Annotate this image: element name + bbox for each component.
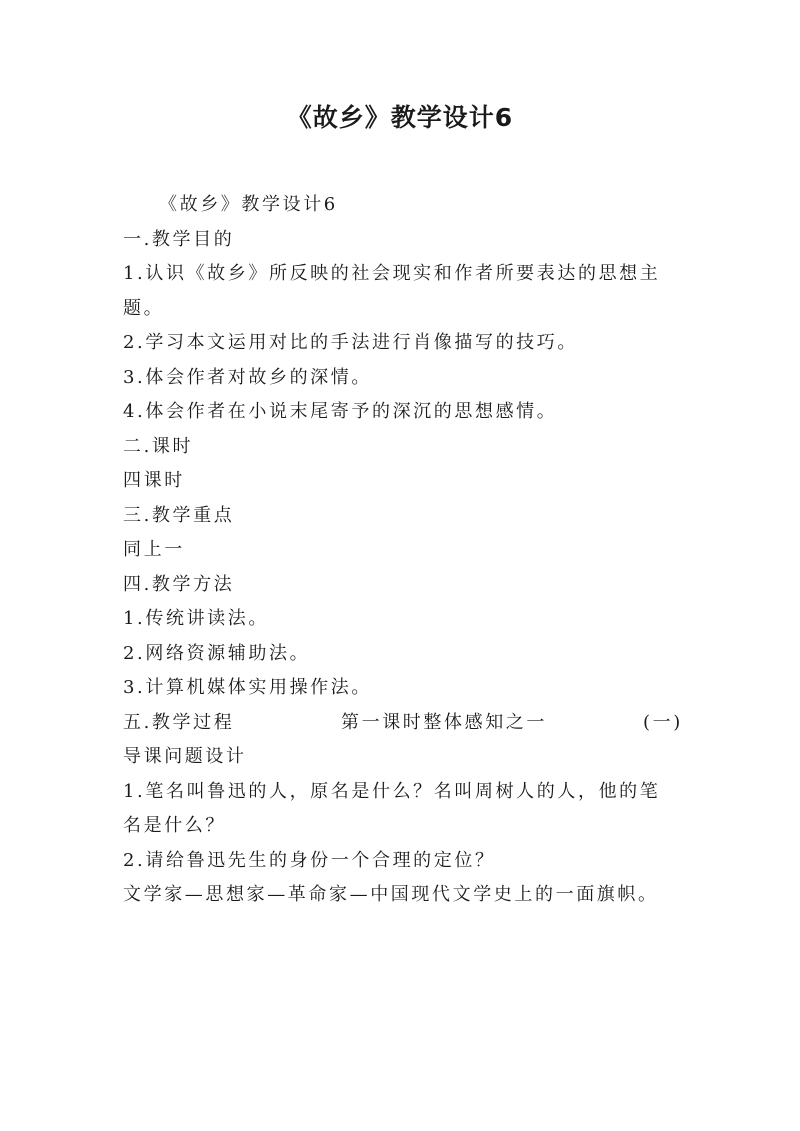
objective-item-3: 3.体会作者对故乡的深情。 (123, 366, 372, 388)
objective-item-1-continued: 题。 (123, 297, 165, 319)
key-points-value: 同上一 (123, 539, 185, 560)
method-item-2: 2.网络资源辅助法。 (123, 642, 311, 664)
section-heading-objectives: 一.教学目的 (123, 228, 235, 250)
method-item-3: 3.计算机媒体实用操作法。 (123, 677, 372, 698)
document-title: 《故乡》教学设计6 (286, 103, 514, 132)
question-item-1-continued: 名是什么？ (123, 815, 226, 836)
objective-item-4: 4.体会作者在小说末尾寄予的深沉的思想感情。 (123, 401, 558, 422)
section-heading-periods: 二.课时 (123, 435, 194, 457)
objective-item-1: 1.认识《故乡》所反映的社会现实和作者所要表达的思想主 (123, 263, 661, 284)
method-item-1: 1.传统讲读法。 (123, 608, 269, 629)
process-heading-label: 五.教学过程 (123, 711, 235, 733)
objective-item-2: 2.学习本文运用对比的手法进行肖像描写的技巧。 (123, 332, 578, 353)
process-heading-number: (一) (643, 711, 683, 733)
section-heading-process (123, 706, 693, 741)
periods-value: 四课时 (123, 470, 185, 491)
intro-questions-heading: 导课问题设计 (123, 746, 247, 767)
section-heading-methods: 四.教学方法 (123, 573, 235, 595)
process-heading-lesson: 第一课时整体感知之一 (341, 711, 547, 733)
answer-line: 文学家—思想家—革命家—中国现代文学史上的一面旗帜。 (123, 884, 659, 905)
question-item-2: 2.请给鲁迅先生的身份一个合理的定位？ (123, 849, 496, 871)
section-heading-key-points: 三.教学重点 (123, 504, 235, 526)
question-item-1: 1.笔名叫鲁迅的人，原名是什么？名叫周树人的人，他的笔 (123, 780, 661, 802)
document-body (123, 188, 693, 913)
body-subtitle: 《故乡》教学设计6 (159, 194, 338, 215)
